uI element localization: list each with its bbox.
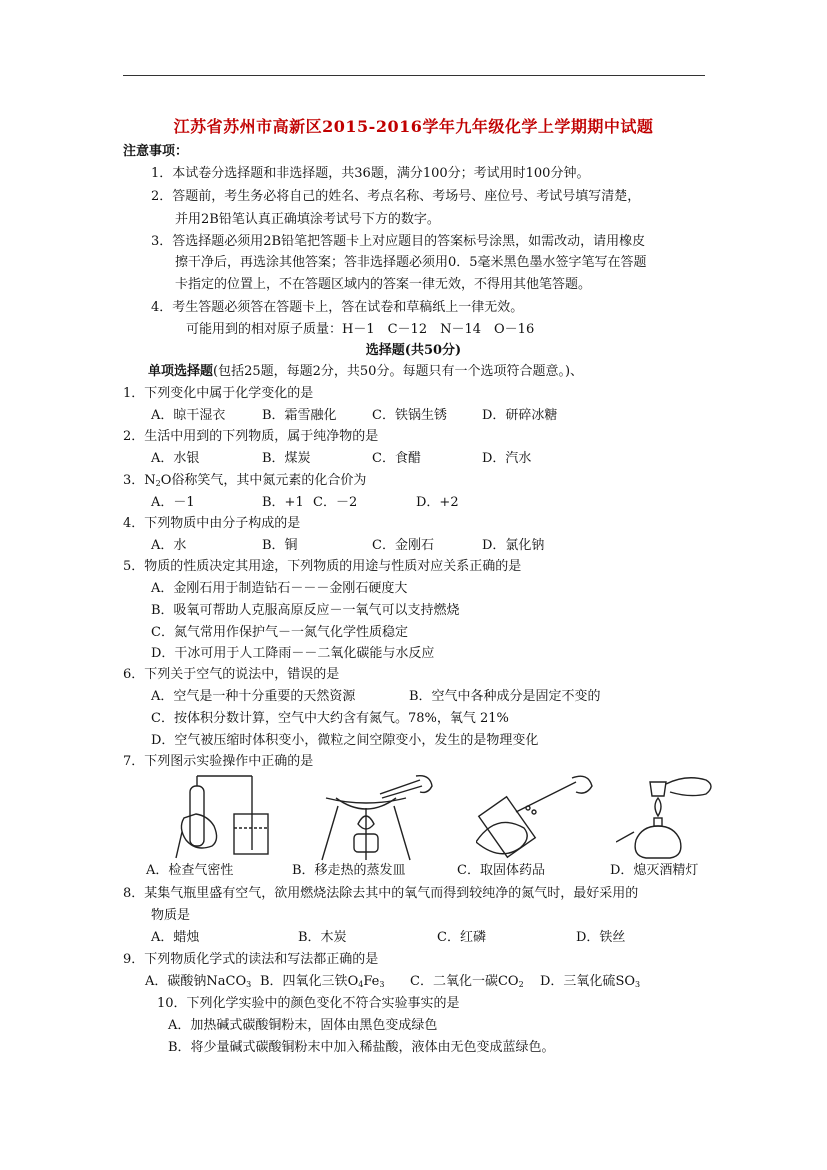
stem-subscript: 2 (155, 479, 161, 488)
question-stem-continued: 物质是 (151, 908, 191, 923)
option-b: B．木炭 (298, 930, 347, 945)
question-stem: 10．下列化学实验中的颜色变化不符合实验事实的是 (157, 996, 460, 1011)
option-a: A．加热碱式碳酸铜粉末，固体由黑色变成绿色 (168, 1018, 438, 1033)
option-b: B．将少量碱式碳酸铜粉末中加入稀盐酸，液体由无色变成蓝绿色。 (168, 1040, 555, 1055)
page-title: 江苏省苏州市高新区2015-2016学年九年级化学上学期期中试题 (173, 117, 654, 136)
option-d: D．空气被压缩时体积变小，微粒之间空隙变小，发生的是物理变化 (151, 733, 539, 748)
section-intro-bold: 单项选择题 (148, 364, 214, 379)
question-stem: 5．物质的性质决定其用途，下列物质的用途与性质对应关系正确的是 (123, 559, 522, 574)
option-a (145, 973, 251, 991)
option-a: A．空气是一种十分重要的天然资源 (151, 689, 356, 704)
option-d: D．氯化钠 (482, 538, 545, 553)
option-d: D．研碎冰糖 (482, 408, 558, 423)
option-text: D．三氧化硫 (540, 974, 616, 989)
figure-caption-d: D．熄灭酒精灯 (610, 863, 699, 878)
figure-airtightness (174, 772, 284, 862)
option-b: B．+1 (262, 495, 304, 510)
option-c: C．食醋 (372, 451, 421, 466)
notice-line: 并用2B铅笔认真正确填涂考试号下方的数字。 (175, 212, 440, 227)
option-d (540, 973, 640, 991)
option-b: B．空气中各种成分是固定不变的 (409, 689, 601, 704)
question-stem: 4．下列物质中由分子构成的是 (123, 516, 301, 531)
formula-subscript: 3 (379, 980, 385, 989)
notice-line: 4．考生答题必须答在答题卡上，答在试卷和草稿纸上一律无效。 (151, 300, 524, 315)
question-stem (123, 472, 366, 490)
option-d: D．汽水 (482, 451, 532, 466)
notice-heading: 注意事项： (123, 144, 189, 159)
formula: NaCO (206, 974, 247, 989)
option-d: D．干冰可用于人工降雨－－二氧化碳能与水反应 (151, 646, 435, 661)
notice-line: 2．答题前，考生务必将自己的姓名、考点名称、考场号、座位号、考试号填写清楚， (151, 189, 641, 204)
figure-solid-reagent (476, 772, 596, 862)
option-a: A．水 (151, 538, 187, 553)
figure-evaporating-dish (316, 772, 436, 862)
option-b: B．吸氧可帮助人克服高原反应－一氧气可以支持燃烧 (151, 603, 460, 618)
option-c: C．金刚石 (372, 538, 434, 553)
stem-part: 3．N (123, 473, 156, 488)
option-d: D．铁丝 (576, 930, 626, 945)
option-c: C．氮气常用作保护气－一氮气化学性质稳定 (151, 625, 408, 640)
figure-caption-a: A．检查气密性 (146, 863, 234, 878)
option-c: C．红磷 (437, 930, 486, 945)
notice-line: 1．本试卷分选择题和非选择题，共36题，满分100分；考试用时100分钟。 (151, 166, 590, 181)
option-a: A．－1 (151, 495, 195, 510)
question-stem: 1．下列变化中属于化学变化的是 (123, 386, 314, 401)
option-text: C．二氧化一碳 (410, 974, 498, 989)
stem-part: O俗称笑气，其中氮元素的化合价为 (160, 473, 367, 488)
option-a: A．晾干湿衣 (151, 408, 226, 423)
section-heading: 选择题(共50分) (365, 343, 462, 358)
alcohol-lamp-illustration (616, 772, 721, 862)
option-b: B．霜雪融化 (262, 408, 337, 423)
option-d: D．+2 (416, 495, 459, 510)
option-text: B．四氧化三铁 (260, 974, 348, 989)
figure-caption-b: B．移走热的蒸发皿 (292, 863, 406, 878)
formula-subscript: 3 (635, 980, 641, 989)
option-b (260, 973, 384, 991)
figure-caption-c: C．取固体药品 (457, 863, 545, 878)
section-intro (148, 363, 583, 381)
option-c: C．铁锅生锈 (372, 408, 447, 423)
question-stem: 2．生活中用到的下列物质，属于纯净物的是 (123, 429, 379, 444)
solid-reagent-illustration (476, 772, 596, 862)
question-stem: 8．某集气瓶里盛有空气，欲用燃烧法除去其中的氧气而得到较纯净的氮气时，最好采用的 (123, 886, 639, 901)
section-intro-text: (包括25题，每题2分，共50分。每题只有一个选项符合题意。)、 (213, 364, 584, 379)
question-stem: 9．下列物质化学式的读法和写法都正确的是 (123, 952, 379, 967)
option-a: A．金刚石用于制造钻石－－－金刚石硬度大 (151, 581, 408, 596)
atomic-masses: 可能用到的相对原子质量：H－1 C－12 N－14 O－16 (186, 322, 535, 337)
option-c (410, 973, 524, 991)
formula: CO (497, 974, 519, 989)
formula-subscript: 4 (358, 980, 364, 989)
airtightness-illustration (174, 772, 284, 862)
notice-line: 卡指定的位置上，不在答题区域内的答案一律无效，不得用其他笔答题。 (175, 277, 592, 292)
option-c: C．－2 (313, 495, 358, 510)
option-text: A．碳酸钠 (145, 974, 207, 989)
header-rule (123, 75, 705, 76)
formula-subscript: 3 (246, 980, 252, 989)
evaporating-dish-illustration (316, 772, 436, 862)
option-b: B．铜 (262, 538, 298, 553)
experiment-figures (146, 772, 721, 862)
formula: Fe (363, 974, 380, 989)
formula: SO (615, 974, 636, 989)
figure-alcohol-lamp (616, 772, 721, 862)
option-b: B．煤炭 (262, 451, 311, 466)
option-a: A．水银 (151, 451, 200, 466)
notice-line: 3．答选择题必须用2B铅笔把答题卡上对应题目的答案标号涂黑，如需改动，请用橡皮 (151, 234, 646, 249)
option-a: A．蜡烛 (151, 930, 200, 945)
option-c: C．按体积分数计算，空气中大约含有氮气。78%，氧气 21% (151, 711, 509, 726)
question-stem: 6．下列关于空气的说法中，错误的是 (123, 667, 340, 682)
formula-subscript: 2 (518, 980, 524, 989)
formula: O (347, 974, 359, 989)
question-stem: 7．下列图示实验操作中正确的是 (123, 754, 314, 769)
notice-line: 擦干净后，再选涂其他答案；答非选择题必须用0．5毫米黑色墨水签字笔写在答题 (175, 255, 647, 270)
